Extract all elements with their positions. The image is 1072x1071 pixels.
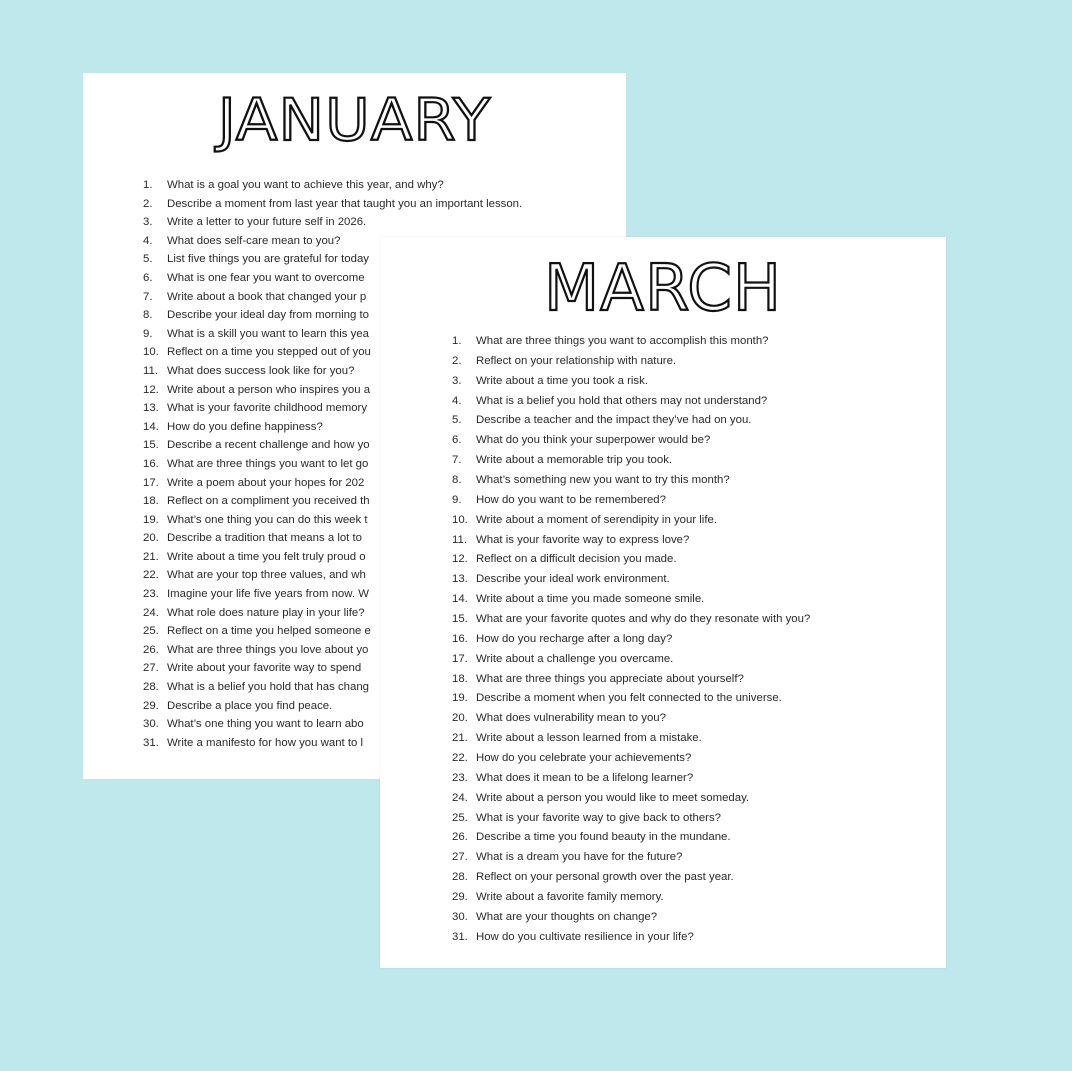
march-title: MARCH bbox=[543, 252, 783, 326]
prompt-number: 19. bbox=[452, 692, 468, 705]
march-prompt-item bbox=[452, 590, 932, 610]
prompt-text: Write a manifesto for how you want to l bbox=[167, 736, 364, 749]
prompt-text: Write about a person who inspires you a bbox=[167, 383, 371, 396]
prompt-number: 1. bbox=[452, 335, 462, 347]
prompt-number: 26. bbox=[143, 643, 159, 656]
march-prompt-item bbox=[452, 670, 932, 690]
prompt-text: Reflect on a time you helped someone e bbox=[167, 625, 371, 638]
prompt-text: Write a letter to your future self in 2026. bbox=[167, 216, 367, 229]
prompt-text: List five things you are grateful for today bbox=[167, 253, 369, 266]
prompt-number: 25. bbox=[143, 625, 159, 638]
march-prompt-item bbox=[452, 610, 932, 630]
march-prompt-item bbox=[452, 729, 932, 749]
prompt-number: 28. bbox=[452, 871, 468, 884]
prompt-number: 1. bbox=[143, 179, 153, 191]
prompt-text: Describe your ideal day from morning to bbox=[167, 309, 369, 322]
prompt-text: What is one fear you want to overcome bbox=[167, 271, 365, 284]
march-prompt-item bbox=[452, 928, 932, 948]
march-prompt-item bbox=[452, 352, 932, 372]
prompt-number: 8. bbox=[452, 474, 462, 487]
prompt-text: Reflect on your relationship with nature. bbox=[476, 354, 677, 367]
prompt-number: 26. bbox=[452, 831, 468, 844]
prompt-text: How do you define happiness? bbox=[167, 420, 323, 433]
march-prompt-item bbox=[452, 332, 932, 352]
prompt-number: 10. bbox=[452, 513, 468, 526]
prompt-number: 16. bbox=[452, 632, 468, 645]
prompt-number: 3. bbox=[452, 374, 462, 387]
prompt-number: 3. bbox=[143, 216, 153, 229]
prompt-text: Reflect on your personal growth over the past year. bbox=[476, 871, 734, 884]
prompt-number: 10. bbox=[143, 346, 159, 359]
prompt-text: What do you think your superpower would be? bbox=[476, 434, 711, 447]
march-prompt-item bbox=[452, 431, 932, 451]
prompt-text: How do you recharge after a long day? bbox=[476, 632, 673, 645]
prompt-text: What are your top three values, and wh bbox=[167, 569, 366, 582]
prompt-number: 15. bbox=[452, 613, 468, 626]
march-prompt-item bbox=[452, 650, 932, 670]
march-prompt-item bbox=[452, 491, 932, 511]
march-prompt-item bbox=[452, 471, 932, 491]
prompt-number: 12. bbox=[452, 553, 468, 566]
prompt-number: 12. bbox=[143, 383, 159, 396]
prompt-text: What is your favorite way to express love? bbox=[476, 533, 690, 546]
prompt-number: 22. bbox=[452, 752, 468, 765]
prompt-number: 20. bbox=[452, 712, 468, 725]
prompt-text: What is a skill you want to learn this yea bbox=[167, 327, 369, 340]
march-prompt-item bbox=[452, 809, 932, 829]
prompt-text: Reflect on a difficult decision you made. bbox=[476, 553, 677, 566]
prompt-text: Write about a time you felt truly proud o bbox=[167, 550, 366, 563]
march-prompt-item bbox=[452, 709, 932, 729]
prompt-text: What are your favorite quotes and why do they resonate with you? bbox=[476, 613, 811, 626]
prompt-text: How do you want to be remembered? bbox=[476, 493, 666, 506]
prompt-text: Imagine your life five years from now. W bbox=[167, 588, 369, 601]
prompt-number: 11. bbox=[452, 533, 467, 546]
prompt-number: 7. bbox=[452, 454, 462, 467]
prompt-text: Reflect on a compliment you received th bbox=[167, 495, 370, 508]
prompt-text: Write about a favorite family memory. bbox=[476, 891, 664, 904]
prompt-text: What’s something new you want to try this month? bbox=[476, 474, 730, 487]
prompt-text: What is a dream you have for the future? bbox=[476, 851, 683, 864]
march-prompt-item bbox=[452, 828, 932, 848]
prompt-number: 5. bbox=[452, 414, 462, 427]
prompt-text: What is your favorite way to give back to others? bbox=[476, 811, 722, 824]
prompt-text: Write about your favorite way to spend bbox=[167, 662, 362, 675]
january-prompt-item bbox=[143, 213, 623, 232]
prompt-number: 20. bbox=[143, 532, 159, 545]
prompt-text: Write about a book that changed your p bbox=[167, 290, 367, 303]
prompt-number: 29. bbox=[143, 699, 159, 712]
prompt-number: 7. bbox=[143, 290, 153, 303]
january-prompt-item bbox=[143, 195, 623, 214]
prompt-number: 18. bbox=[452, 672, 468, 685]
prompt-number: 31. bbox=[143, 736, 159, 749]
prompt-text: What is a belief you hold that others may not understand? bbox=[476, 394, 768, 407]
march-prompt-item bbox=[452, 451, 932, 471]
prompt-number: 21. bbox=[143, 550, 159, 563]
prompt-text: What is a goal you want to achieve this year, and why? bbox=[167, 179, 444, 191]
prompt-number: 4. bbox=[143, 234, 153, 247]
march-page bbox=[380, 237, 946, 968]
prompt-text: What does self-care mean to you? bbox=[167, 234, 341, 247]
march-prompt-item bbox=[452, 769, 932, 789]
march-prompt-item bbox=[452, 531, 932, 551]
march-prompt-item bbox=[452, 908, 932, 928]
march-prompt-item bbox=[452, 888, 932, 908]
prompt-text: Describe a moment from last year that taught you an important lesson. bbox=[167, 197, 523, 210]
prompt-text: Write a poem about your hopes for 202 bbox=[167, 476, 365, 489]
prompt-text: Describe your ideal work environment. bbox=[476, 573, 670, 586]
prompt-number: 13. bbox=[143, 402, 159, 415]
march-prompt-list bbox=[452, 332, 932, 948]
prompt-number: 11. bbox=[143, 364, 158, 377]
prompt-number: 25. bbox=[452, 811, 468, 824]
march-prompt-item bbox=[452, 848, 932, 868]
prompt-number: 16. bbox=[143, 457, 159, 470]
prompt-number: 4. bbox=[452, 394, 462, 407]
prompt-number: 18. bbox=[143, 495, 159, 508]
prompt-text: What is your favorite childhood memory bbox=[167, 402, 368, 415]
prompt-text: Describe a tradition that means a lot to bbox=[167, 532, 363, 545]
prompt-text: Write about a lesson learned from a mistake. bbox=[476, 732, 702, 745]
prompt-number: 24. bbox=[452, 791, 468, 804]
prompt-text: Describe a teacher and the impact they’ve had on you. bbox=[476, 414, 752, 427]
march-prompt-item bbox=[452, 789, 932, 809]
prompt-text: What is a belief you hold that has chang bbox=[167, 681, 369, 694]
prompt-number: 2. bbox=[452, 354, 462, 367]
prompt-text: How do you cultivate resilience in your life? bbox=[476, 930, 694, 943]
prompt-number: 23. bbox=[143, 588, 159, 601]
prompt-text: Describe a moment when you felt connected to the universe. bbox=[476, 692, 782, 705]
prompt-number: 28. bbox=[143, 681, 159, 694]
march-prompt-item bbox=[452, 372, 932, 392]
prompt-text: What role does nature play in your life? bbox=[167, 606, 365, 619]
prompt-text: Describe a time you found beauty in the mundane. bbox=[476, 831, 731, 844]
prompt-number: 27. bbox=[452, 851, 468, 864]
prompt-text: What are three things you love about yo bbox=[167, 643, 369, 656]
prompt-number: 22. bbox=[143, 569, 159, 582]
prompt-text: What’s one thing you can do this week t bbox=[167, 513, 368, 526]
prompt-text: What does it mean to be a lifelong learner? bbox=[476, 771, 694, 784]
prompt-number: 15. bbox=[143, 439, 159, 452]
prompt-number: 14. bbox=[143, 420, 159, 433]
prompt-text: Write about a person you would like to meet someday. bbox=[476, 791, 750, 804]
prompt-number: 2. bbox=[143, 197, 153, 210]
prompt-text: What are your thoughts on change? bbox=[476, 910, 658, 923]
march-prompt-item bbox=[452, 392, 932, 412]
march-prompt-item bbox=[452, 689, 932, 709]
prompt-number: 13. bbox=[452, 573, 468, 586]
prompt-number: 6. bbox=[452, 434, 462, 447]
prompt-text: How do you celebrate your achievements? bbox=[476, 752, 692, 765]
prompt-number: 30. bbox=[143, 718, 159, 731]
march-prompt-item bbox=[452, 570, 932, 590]
prompt-text: What are three things you want to let go bbox=[167, 457, 369, 470]
prompt-number: 6. bbox=[143, 271, 153, 284]
prompt-number: 24. bbox=[143, 606, 159, 619]
prompt-text: Write about a memorable trip you took. bbox=[476, 454, 673, 467]
january-prompt-item bbox=[143, 176, 623, 195]
prompt-text: What does success look like for you? bbox=[167, 364, 355, 377]
prompt-number: 19. bbox=[143, 513, 159, 526]
march-prompt-item bbox=[452, 550, 932, 570]
prompt-number: 9. bbox=[143, 327, 153, 340]
prompt-number: 23. bbox=[452, 771, 468, 784]
prompt-text: Write about a time you took a risk. bbox=[476, 374, 648, 387]
january-title: JANUARY bbox=[217, 86, 492, 154]
prompt-text: Describe a place you find peace. bbox=[167, 699, 333, 712]
prompt-text: What’s one thing you want to learn abo bbox=[167, 718, 364, 731]
prompt-text: Write about a time you made someone smile. bbox=[476, 593, 705, 606]
prompt-number: 17. bbox=[452, 652, 468, 665]
prompt-number: 5. bbox=[143, 253, 153, 266]
prompt-number: 17. bbox=[143, 476, 159, 489]
march-prompt-item bbox=[452, 411, 932, 431]
prompt-number: 30. bbox=[452, 910, 468, 923]
prompt-text: Reflect on a time you stepped out of you bbox=[167, 346, 371, 359]
prompt-text: Write about a moment of serendipity in your life. bbox=[476, 513, 718, 526]
prompt-number: 9. bbox=[452, 493, 462, 506]
prompt-text: What are three things you want to accomplish this month? bbox=[476, 335, 769, 347]
prompt-number: 31. bbox=[452, 930, 468, 943]
prompt-number: 14. bbox=[452, 593, 468, 606]
march-prompt-item bbox=[452, 749, 932, 769]
prompt-number: 29. bbox=[452, 891, 468, 904]
prompt-number: 27. bbox=[143, 662, 159, 675]
march-prompt-item bbox=[452, 868, 932, 888]
prompt-number: 21. bbox=[452, 732, 468, 745]
prompt-text: Describe a recent challenge and how yo bbox=[167, 439, 370, 452]
prompt-text: Write about a challenge you overcame. bbox=[476, 652, 674, 665]
march-prompt-item bbox=[452, 511, 932, 531]
prompt-text: What are three things you appreciate about yourself? bbox=[476, 672, 744, 685]
march-prompt-item bbox=[452, 630, 932, 650]
prompt-text: What does vulnerability mean to you? bbox=[476, 712, 666, 725]
prompt-number: 8. bbox=[143, 309, 153, 322]
